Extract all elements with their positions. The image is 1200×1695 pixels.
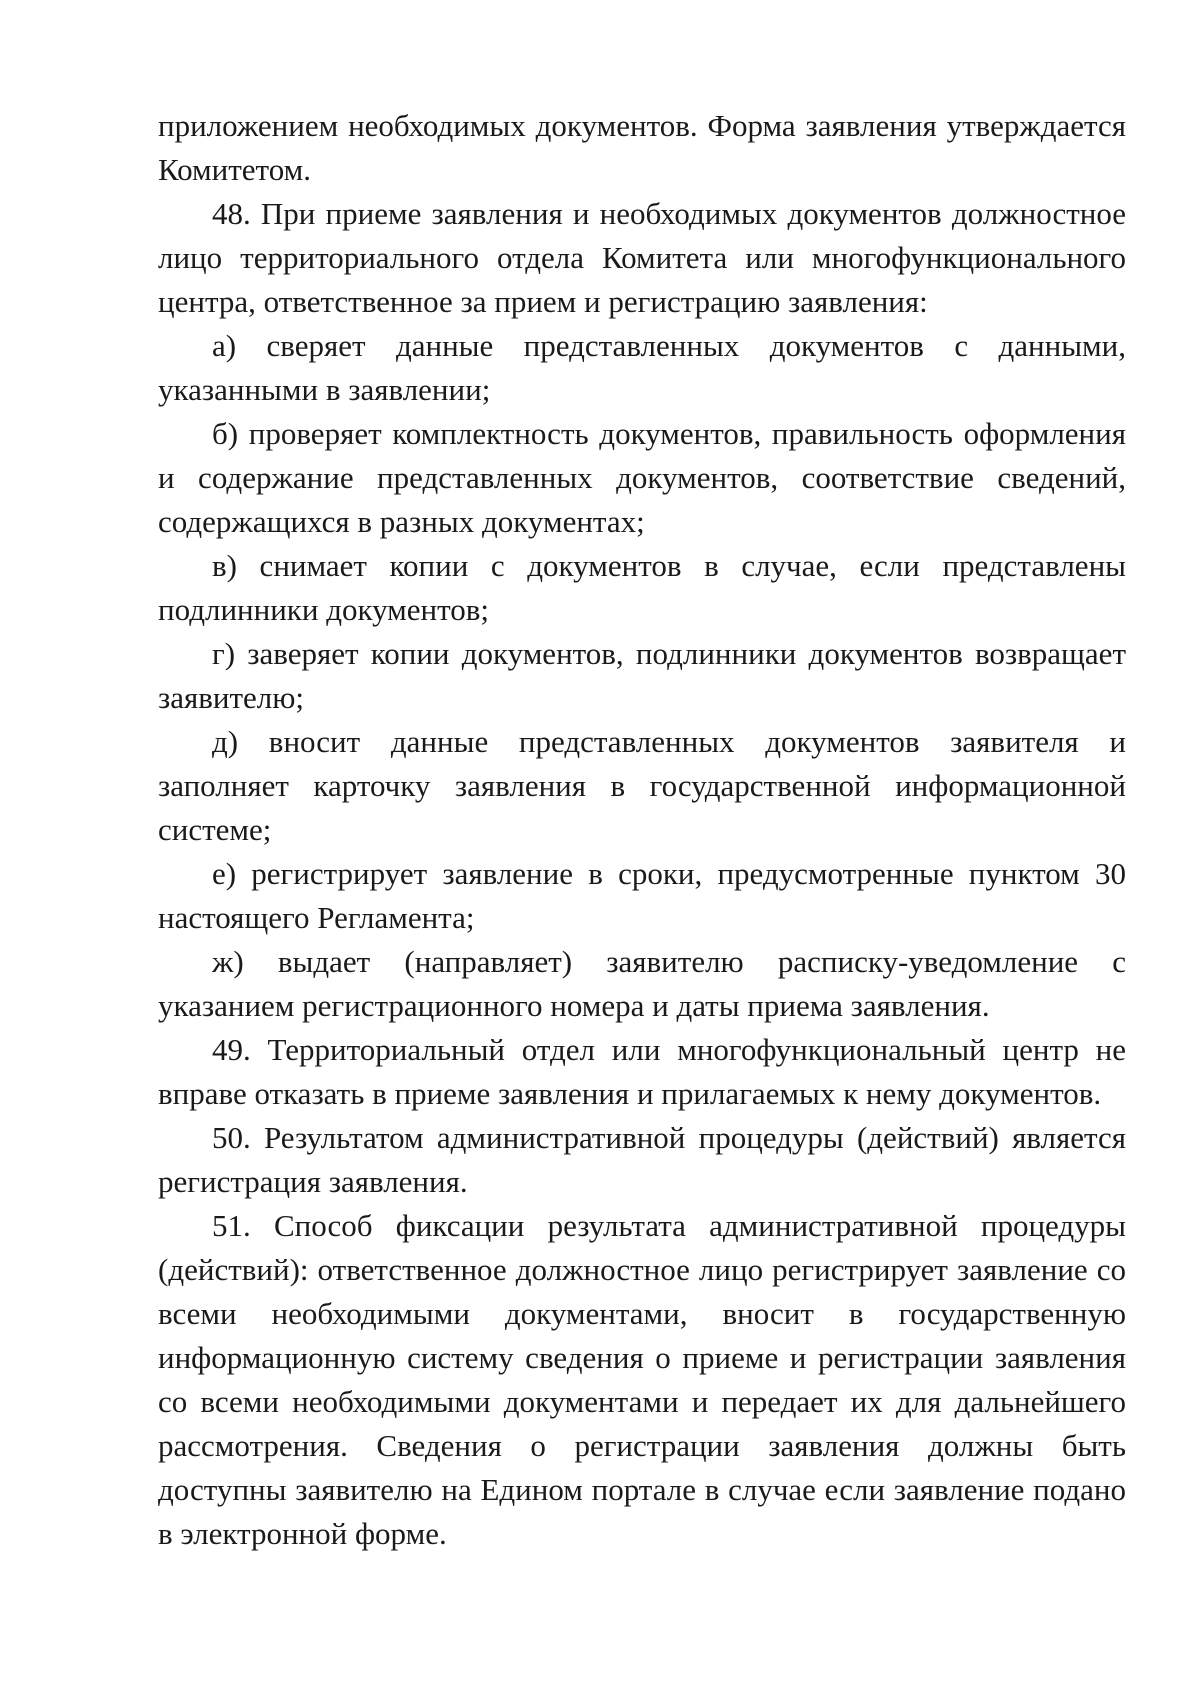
paragraph-51: 51. Способ фиксации результата административной процедуры (действий): ответственное должностное лицо регистрирует заявление со всеми необходимыми документами, вносит в государственную информационную систему сведения о приеме и регистрации заявления со всеми необходимыми документами и передает их для дальнейшего рассмотрения. Сведения о регистрации заявления должны быть доступны заявителю на Едином портале в случае если заявление подано в электронной форме. (158, 1208, 1126, 1551)
paragraph-48-a: а) сверяет данные представленных документов с данными, указанными в заявлении; (158, 328, 1126, 407)
paragraph-48-d: д) вносит данные представленных документов заявителя и заполняет карточку заявления в государственной информационной системе; (158, 724, 1126, 847)
paragraph-48-zh: ж) выдает (направляет) заявителю расписку-уведомление с указанием регистрационного номера и даты приема заявления. (158, 944, 1126, 1023)
paragraph-48: 48. При приеме заявления и необходимых документов должностное лицо территориального отдела Комитета или многофункционального центра, ответственное за прием и регистрацию заявления: (158, 196, 1126, 319)
paragraph-48-g: г) заверяет копии документов, подлинники документов возвращает заявителю; (158, 636, 1126, 715)
paragraph-50: 50. Результатом административной процедуры (действий) является регистрация заявления. (158, 1120, 1126, 1199)
paragraph-48-b: б) проверяет комплектность документов, правильность оформления и содержание представленных документов, соответствие сведений, содержащихся в разных документах; (158, 416, 1126, 539)
paragraph-48-v: в) снимает копии с документов в случае, если представлены подлинники документов; (158, 548, 1126, 627)
document-body (158, 104, 1126, 1556)
paragraph-49: 49. Территориальный отдел или многофункциональный центр не вправе отказать в приеме заявления и прилагаемых к нему документов. (158, 1032, 1126, 1111)
paragraph-48-e: е) регистрирует заявление в сроки, предусмотренные пунктом 30 настоящего Регламента; (158, 856, 1126, 935)
paragraph-intro: приложением необходимых документов. Форма заявления утверждается Комитетом. (158, 108, 1126, 187)
